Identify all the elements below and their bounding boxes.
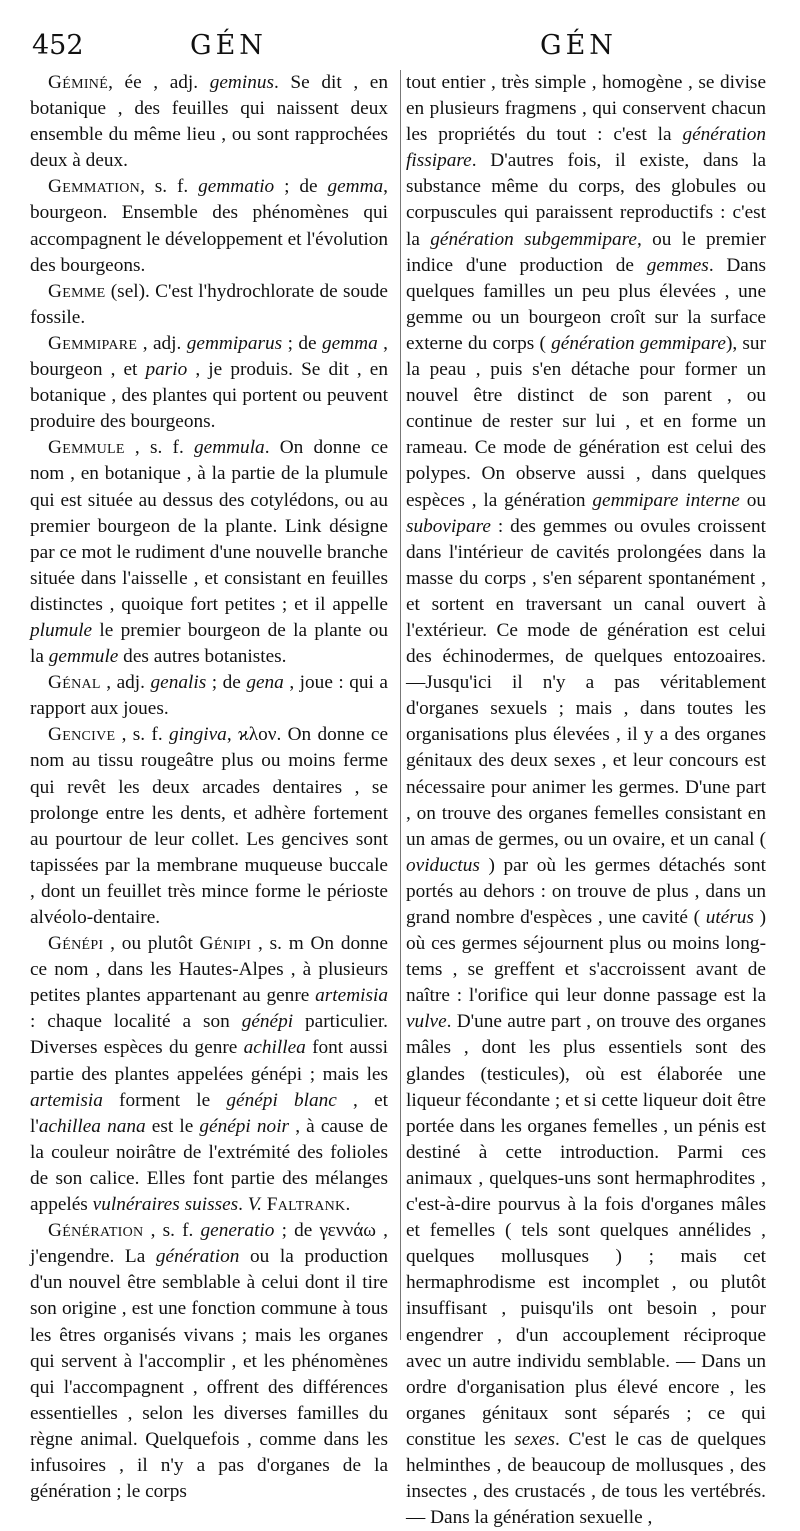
italic-term: génération fissipare xyxy=(406,124,766,172)
headword: Gencive xyxy=(48,724,116,746)
entry-text: : chaque localité a son xyxy=(30,1011,242,1033)
entry-gemme xyxy=(30,279,388,331)
italic-term: subovipare xyxy=(406,515,491,537)
entry-text: ; de xyxy=(206,672,247,694)
entry-text: particulier. Diverses espèces du genre xyxy=(30,1011,389,1059)
italic-term: pario xyxy=(145,359,188,381)
entry-text: , ée , adj. xyxy=(108,72,210,93)
entry-text: , et l' xyxy=(30,1089,388,1137)
entry-text: . D'autres fois, il existe, dans la substance même du corps, des globules ou corpuscules qui paraissent reproductifs : c'est la xyxy=(406,150,766,250)
headword: Gemmule xyxy=(48,437,125,459)
italic-term: artemisia xyxy=(30,1089,103,1111)
entry-text: ) où ces germes séjournent plus ou moins long-tems , se greffent et s'accroissent avant de naître : l'orifice qui leur donne passage est la xyxy=(406,907,766,1007)
headword: Faltrank xyxy=(266,1194,346,1216)
italic-term: V. xyxy=(247,1194,262,1216)
italic-term: gemmule xyxy=(48,646,119,668)
entry-text: . xyxy=(345,1194,351,1216)
italic-term: génération gemmipare xyxy=(551,332,726,354)
italic-term: genalis xyxy=(150,672,207,694)
italic-term: gemma xyxy=(322,332,378,354)
entry-text: , joue : qui a rapport aux joues. xyxy=(30,672,388,720)
entry-text: le premier bourgeon de la plante ou la xyxy=(30,619,388,668)
entry-text: , s. f. xyxy=(124,437,194,459)
entry-gemmipare xyxy=(30,331,388,435)
entry-text: , s. f. xyxy=(115,724,169,746)
italic-term: gena xyxy=(246,672,284,694)
italic-term: gemma xyxy=(327,176,384,198)
italic-term: gemmatio xyxy=(198,176,275,198)
headword: Génépi xyxy=(48,933,104,955)
italic-term: gemmipare interne xyxy=(592,489,740,511)
entry-text: , adj. xyxy=(100,672,151,694)
entry-text: ; de xyxy=(282,332,323,354)
entry-text: ; de xyxy=(274,176,328,198)
entry-text: est le xyxy=(145,1115,200,1137)
right-column xyxy=(406,70,766,1531)
italic-term: oviductus xyxy=(406,854,480,876)
italic-term: vulve xyxy=(406,1011,447,1033)
entry-text: : des gemmes ou ovules croissent dans l'intérieur de cavités prolongées dans la masse du corps , s'en séparent spontanément , et sortent en traversant un canal ouvert à l'extérieur. Ce mode de génération est celui des échinodermes, de quelques entozoaires. —Jusqu'ici il n'y a pas véritablement d'organes sexuels ; mais , dans toutes les organisations plus élevées , il y a des organes génitaux des deux sexes , et leur concours est nécessaire pour animer les germes. D'une part , on trouve des organes femelles consistant en un amas de germes, ou un ovaire, et un canal ( xyxy=(406,515,766,850)
entry-text: , s. f. xyxy=(140,176,199,198)
entry-text: , bourgeon. Ensemble des phénomènes qui accompagnent le développement et l'évolution des bourgeons. xyxy=(30,176,388,276)
italic-term: génépi noir xyxy=(199,1115,290,1137)
entry-text: , s. f. xyxy=(143,1220,201,1242)
italic-term: gemmiparus xyxy=(186,332,283,354)
italic-term: utérus xyxy=(705,907,754,928)
italic-term: génération xyxy=(155,1246,240,1268)
headword: Gemmipare xyxy=(48,332,138,354)
entry-text: , ou le premier indice d'une production de xyxy=(406,228,766,276)
headword: Gemmation xyxy=(48,176,141,198)
entry-text: , ou plutôt xyxy=(103,933,200,955)
entry-gemmule xyxy=(30,435,388,670)
entry-text: . xyxy=(238,1194,248,1216)
entry-text: font aussi partie des plantes appelées génépi ; mais les xyxy=(30,1037,388,1085)
entry-generation-continued xyxy=(406,70,766,1531)
entry-text: ), sur la peau , puis s'en détache pour former un nouvel être distinct de son parent , ou continue de rester sur lui , et en forme un rameau. Ce mode de génération est celui des polypes. On observe aussi , dans quelques espèces , la génération xyxy=(406,332,766,511)
italic-term: achillea nana xyxy=(38,1115,146,1137)
entry-text: . On donne ce nom , en botanique , à la partie de la plumule qui est située au dessus des cotylédons, ou au premier bourgeon de la plante. Link désigne par ce mot le rudiment d'une nouvelle branche située dans l'aisselle , et consistant en feuilles distinctes , quoique fort petites ; et il appelle xyxy=(30,437,388,615)
entry-gencive xyxy=(30,722,388,931)
headword: Géminé xyxy=(48,72,109,93)
italic-term: vulnéraires suisses xyxy=(92,1194,239,1216)
italic-term: sexes xyxy=(514,1428,555,1450)
column-divider xyxy=(400,70,401,1340)
entry-text: . Se dit , en botanique , des feuilles qui naissent deux ensemble du même lieu , ou sont rapprochées deux à deux. xyxy=(30,72,388,172)
entry-text: , bourgeon , et xyxy=(30,332,388,381)
entry-text: , ϰλον. On donne ce nom au tissu rougeâtre plus ou moins ferme qui revêt les deux arcades dentaires , se prolonge entre les dents, et adhère fortement au pourtour de leur collet. Les gencives sont tapissées par la membrane muqueuse buccale , dont un feuillet très mince forme le périoste alvéolo-dentaire. xyxy=(30,724,389,928)
italic-term: gingiva xyxy=(168,724,227,746)
entry-text: (sel). C'est l'hydrochlorate de soude fossile. xyxy=(30,280,388,328)
italic-term: gemmes xyxy=(646,254,709,276)
entry-text: , à cause de la couleur noirâtre de l'extrémité des folioles de son calice. Elles font partie des mélanges appelés xyxy=(30,1115,388,1216)
entry-gemine xyxy=(30,70,388,174)
entry-text: , adj. xyxy=(137,332,187,354)
italic-term: achillea xyxy=(243,1037,306,1059)
entry-text: des autres botanistes. xyxy=(118,646,287,668)
italic-term: gemmula xyxy=(194,437,265,459)
italic-term: génération subgemmipare xyxy=(430,228,637,250)
entry-text: ou la production d'un nouvel être semblable à celui dont il tire son origine , est une fonction commune à tous les êtres organisés vivans ; mais les organes qui servent à l'accomplir , et les phénomènes qui l'accompagnent , offrent des différences essentielles , selon les diverses familles du règne animal. Quelquefois , comme dans les infusoires , il n'y a pas d'organes de la génération ; le corps xyxy=(30,1246,388,1503)
italic-term: génépi blanc xyxy=(226,1089,337,1111)
entry-text: , je produis. Se dit , en botanique , des plantes qui portent ou peuvent produire des bourgeons. xyxy=(30,359,389,433)
headword: Génal xyxy=(48,672,101,694)
italic-term: geminus xyxy=(209,72,274,93)
entry-text: ou xyxy=(739,489,766,511)
entry-text: forment le xyxy=(102,1089,227,1111)
entry-text: , s. m On donne ce nom , dans les Hautes-Alpes , à plusieurs petites plantes appartenant au genre xyxy=(30,933,388,1007)
entry-text: . Dans quelques familles un peu plus élevées , une gemme ou un bourgeon croît sur la surface externe du corps ( xyxy=(406,254,766,354)
headword: Génipi xyxy=(199,933,252,955)
entry-text: tout entier , très simple , homogène , se divise en plusieurs fragmens , qui conservent chacun les propriétés du tout : c'est la xyxy=(406,72,766,146)
headword: Gemme xyxy=(48,280,106,302)
italic-term: generatio xyxy=(200,1220,275,1242)
page-number: 452 xyxy=(32,30,84,61)
entry-text: . D'une autre part , on trouve des organes mâles , dont les plus essentiels sont des glandes (testicules), où est élaborée une liqueur fécondante ; et si cette liqueur doit être portée dans les organes femelles , un pénis est destiné à cette introduction. Parmi ces animaux , quelques-uns sont hermaphrodites , c'est-à-dire pourvus à la fois d'organes mâles et femelles ( tels sont quelques annélides , quelques mollusques ) ; mais cet hermaphrodisme est incomplet , ou plutôt insuffisant , puisqu'ils ont besoin , pour engendrer , d'un accouplement réciproque avec un autre individu semblable. — Dans un ordre d'organisation plus élevé encore , les organes génitaux sont séparés ; ce qui constitue les xyxy=(406,1011,766,1450)
entry-genepi xyxy=(30,931,388,1218)
left-column xyxy=(30,70,388,1505)
headword: Génération xyxy=(48,1220,144,1242)
entry-text: ; de γεννάω , j'engendre. La xyxy=(30,1220,388,1268)
italic-term: génépi xyxy=(241,1011,294,1033)
running-header xyxy=(0,26,800,66)
guide-word-right: GÉN xyxy=(540,30,617,61)
entry-text: ) par où les germes détachés sont portés au dehors : on trouve de plus , dans un grand nombre d'espèces , une cavité ( xyxy=(406,854,766,928)
entry-text: . C'est le cas de quelques helminthes , de beaucoup de mollusques , des insectes , des crustacés , de tous les vertébrés. — Dans la génération sexuelle , xyxy=(406,1428,766,1529)
italic-term: plumule xyxy=(30,619,93,641)
italic-term: artemisia xyxy=(315,985,388,1007)
guide-word-left: GÉN xyxy=(190,30,267,61)
entry-genal xyxy=(30,670,388,722)
entry-gemmation xyxy=(30,174,388,278)
